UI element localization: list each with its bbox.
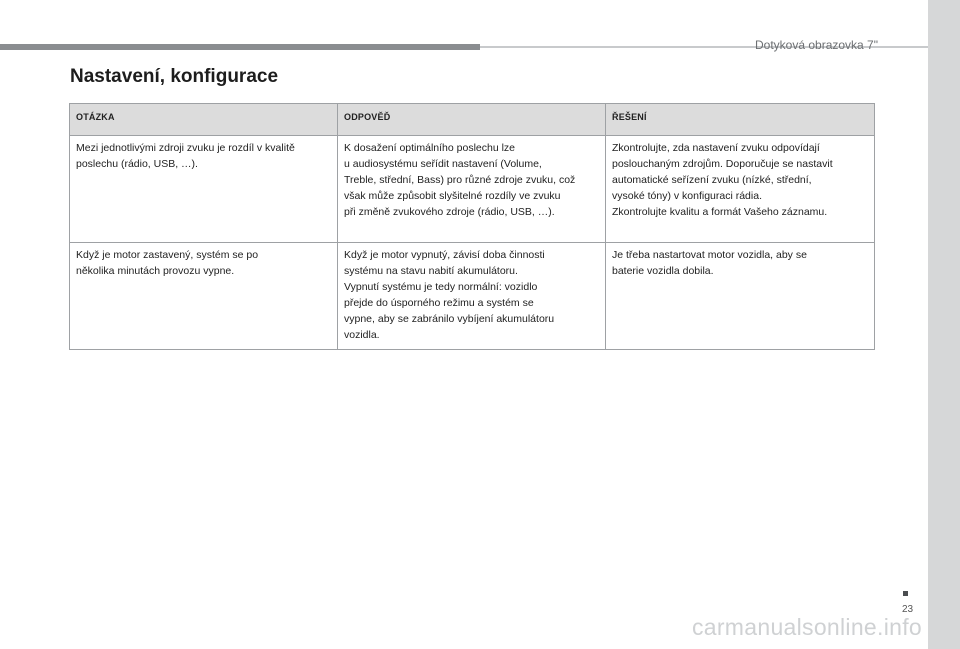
column-header-question: OTÁZKA [70,104,338,136]
page-title: Nastavení, konfigurace [70,66,279,87]
question-cell: Když je motor zastavený, systém se po několika minutách provozu vypne. [70,243,338,350]
answer-cell: K dosažení optimálního poslechu lze u audiosystému seřídit nastavení (Volume, Treble, střední, Bass) pro různé zdroje zvuku, což však může způsobit slyšitelné rozdíly ve zvuku při změně zvukového zdroje (rádio, USB, …). [338,136,606,243]
faq-table [69,103,875,350]
column-header-answer: ODPOVĚĎ [338,104,606,136]
solution-cell: Je třeba nastartovat motor vozidla, aby se baterie vozidla dobila. [606,243,875,350]
table-row [70,136,875,243]
solution-cell: Zkontrolujte, zda nastavení zvuku odpovídají poslouchaným zdrojům. Doporučuje se nastavit automatické seřízení zvuku (nízké, střední, vysoké tóny) v konfiguraci rádia. Zkontrolujte kvalitu a formát Vašeho záznamu. [606,136,875,243]
page-marker-icon [903,591,908,596]
page-number: 23 [902,604,914,615]
question-cell: Mezi jednotlivými zdroji zvuku je rozdíl v kvalitě poslechu (rádio, USB, …). [70,136,338,243]
table-header-row [70,104,875,136]
page-edge-strip [928,0,960,649]
running-header: Dotyková obrazovka 7" [755,38,878,52]
answer-cell: Když je motor vypnutý, závisí doba činnosti systému na stavu nabití akumulátoru. Vypnutí systému je tedy normální: vozidlo přejde do úsporného režimu a systém se vypne, aby se zabránilo vybíjení akumulátoru vozidla. [338,243,606,350]
column-header-solution: ŘEŠENÍ [606,104,875,136]
header-rule-dark [0,44,480,50]
watermark: carmanualsonline.info [691,614,922,640]
table-row [70,243,875,350]
